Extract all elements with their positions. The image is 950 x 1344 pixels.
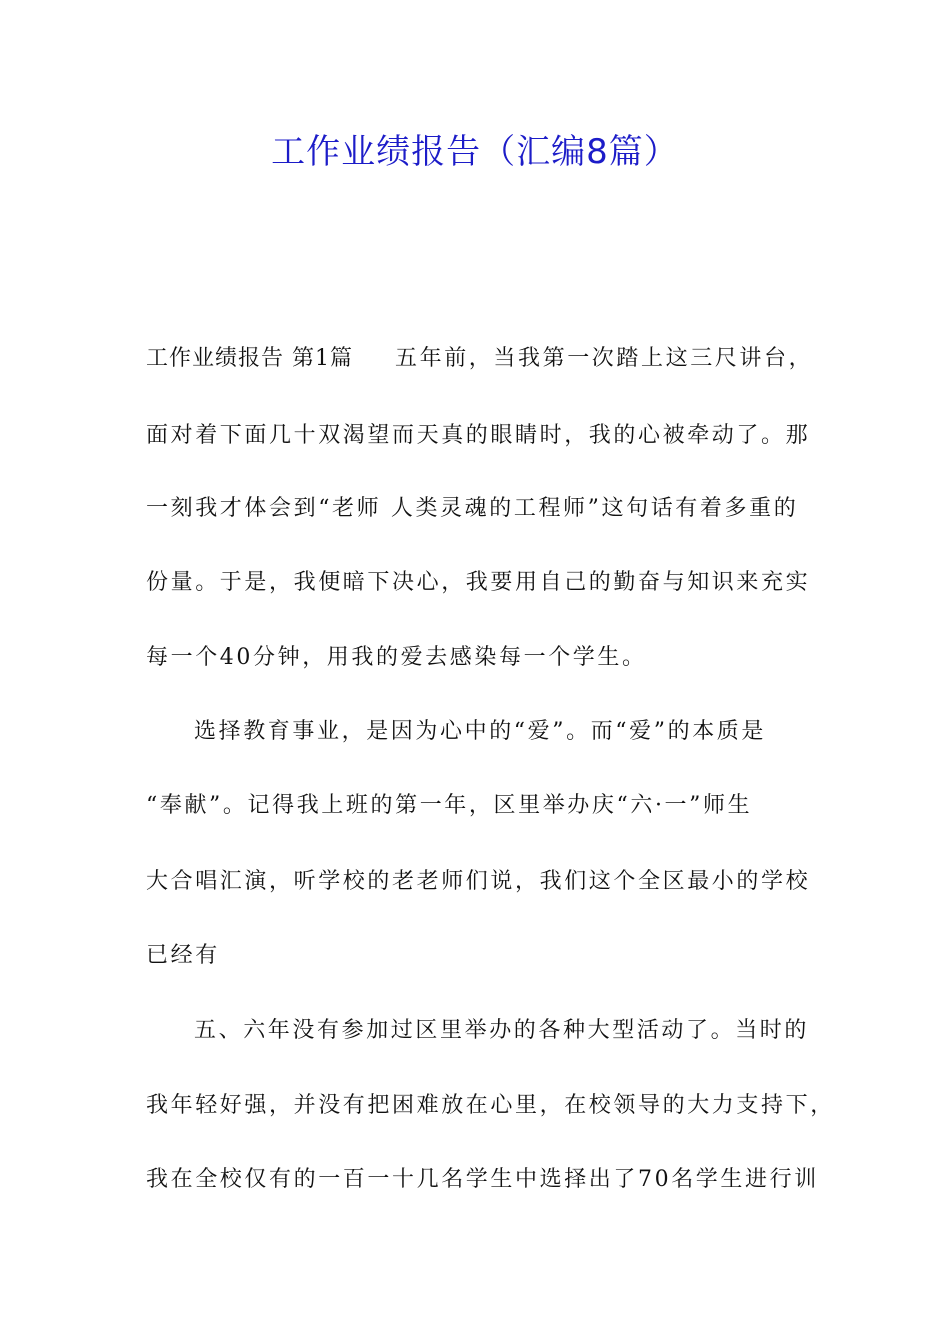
paragraph-text: 五年前，当我第一次踏上这三尺讲台， bbox=[395, 346, 814, 371]
paragraph-line-1 bbox=[146, 343, 826, 375]
paragraph-line-9: 已经有 bbox=[146, 943, 220, 968]
section-heading: 工作业绩报告 第1篇 bbox=[146, 346, 353, 371]
paragraph-line-5: 每一个40分钟，用我的爱去感染每一个学生。 bbox=[146, 645, 647, 670]
paragraph-line-3: 一刻我才体会到“老师 人类灵魂的工程师”这句话有着多重的 bbox=[146, 496, 799, 521]
paragraph-line-10: 五、六年没有参加过区里举办的各种大型活动了。当时的 bbox=[194, 1018, 810, 1043]
paragraph-line-6: 选择教育事业，是因为心中的“爱”。而“爱”的本质是 bbox=[194, 719, 766, 744]
paragraph-line-7: “奉献”。记得我上班的第一年，区里举办庆“六·一”师生 bbox=[146, 793, 753, 818]
document-title: 工作业绩报告（汇编8篇） bbox=[271, 132, 679, 172]
paragraph-line-8: 大合唱汇演，听学校的老老师们说，我们这个全区最小的学校 bbox=[146, 869, 811, 894]
paragraph-line-4: 份量。于是，我便暗下决心，我要用自己的勤奋与知识来充实 bbox=[146, 570, 811, 595]
paragraph-line-2: 面对着下面几十双渴望而天真的眼睛时，我的心被牵动了。那 bbox=[146, 423, 811, 448]
paragraph-line-11: 我年轻好强，并没有把困难放在心里，在校领导的大力支持下， bbox=[146, 1093, 835, 1118]
paragraph-line-12: 我在全校仅有的一百一十几名学生中选择出了70名学生进行训 bbox=[146, 1167, 819, 1192]
